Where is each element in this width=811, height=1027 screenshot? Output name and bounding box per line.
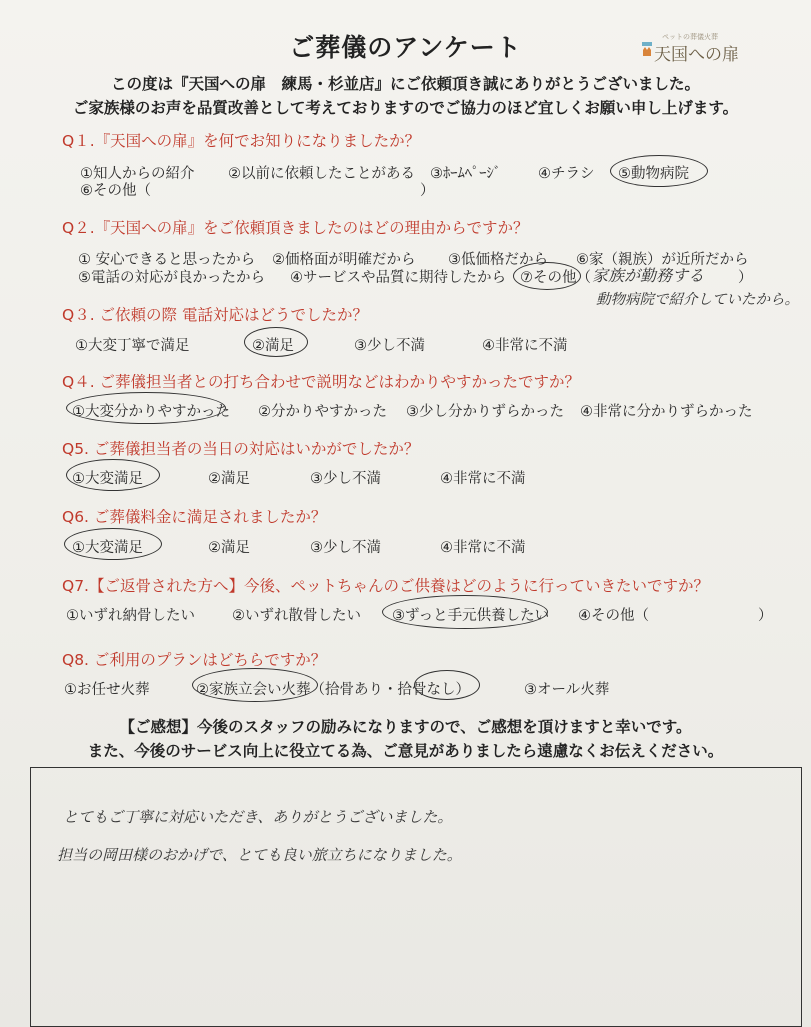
q7-question: Q7.【ご返骨された方へ】今後、ペットちゃんのご供養はどのように行っていきたいですか？ [62,577,709,595]
logo-mark-icon [640,40,654,60]
q3-option-2[interactable]: ②満足 [252,338,294,354]
brand-logo [640,32,760,66]
q7-option-4[interactable]: ④その他（ [578,608,649,624]
q3-question: Q３. ご依頼の際 電話対応はどうでしたか？ [62,306,368,324]
q5-question: Q5. ご葬儀担当者の当日の対応はいかがでしたか？ [62,440,420,458]
q7-option-4-close: ） [758,608,773,624]
q2-option-7[interactable]: ⑦その他（ [520,270,591,286]
q7-option-2[interactable]: ②いずれ散骨したい [232,608,361,624]
q5-option-4[interactable]: ④非常に不満 [440,471,526,487]
q1-option-2[interactable]: ②以前に依頼したことがある [228,166,415,182]
q1-option-6-close: ） [420,183,435,199]
q8-question: Q8. ご利用のプランはどちらですか？ [62,651,327,669]
q4-option-2[interactable]: ②分かりやすかった [258,404,387,420]
q1-option-1[interactable]: ①知人からの紹介 [80,166,195,182]
q3-option-1[interactable]: ①大変丁寧で満足 [75,338,190,354]
q8-option-3[interactable]: ③オール火葬 [524,682,610,698]
q1-option-4[interactable]: ④チラシ [538,166,595,182]
q6-option-2[interactable]: ②満足 [208,540,250,556]
q1-option-5[interactable]: ⑤動物病院 [618,166,689,182]
q3-option-3[interactable]: ③少し不満 [354,338,425,354]
q6-option-4[interactable]: ④非常に不満 [440,540,526,556]
q6-option-1[interactable]: ①大変満足 [72,540,143,556]
q5-option-2[interactable]: ②満足 [208,471,250,487]
logo-subtitle: ペットの葬儀火葬 [662,33,718,41]
q6-option-3[interactable]: ③少し不満 [310,540,381,556]
comment-line-2: 担当の岡田様のおかげで、とても良い旅立ちになりました。 [57,846,462,864]
q2-handwritten-2: 動物病院で紹介していたから。 [596,292,799,308]
intro-line-2: ご家族様のお声を品質改善として考えておりますのでご協力のほど宜しくお願い申し上げます。 [72,99,739,117]
q3-option-4[interactable]: ④非常に不満 [482,338,568,354]
q2-question: Q２.『天国への扉』をご依頼頂きましたのはどの理由からですか？ [62,219,529,237]
q7-option-3[interactable]: ③ずっと手元供養したい [392,608,550,624]
intro-line-1: この度は『天国への扉 練馬・杉並店』にご依頼頂き誠にありがとうございました。 [110,75,700,93]
q2-option-1[interactable]: ① 安心できると思ったから [78,252,256,268]
q6-question: Q6. ご葬儀料金に満足されましたか？ [62,508,327,526]
q2-option-2[interactable]: ②価格面が明確だから [272,252,416,268]
q4-question: Q４. ご葬儀担当者との打ち合わせで説明などはわかりやすかったですか？ [62,373,581,391]
q5-option-3[interactable]: ③少し不満 [310,471,381,487]
q1-option-3[interactable]: ③ﾎｰﾑﾍﾟｰｼﾞ [430,166,501,182]
q8-option-2[interactable]: ②家族立会い火葬（拾骨あり・拾骨なし） [196,682,470,698]
q2-handwritten-1: 家族が勤務する [592,266,705,285]
comment-line-1: とてもご丁寧に対応いただき、ありがとうございました。 [63,808,453,826]
q2-option-7-close: ） [738,270,753,286]
q2-option-5[interactable]: ⑤電話の対応が良かったから [78,270,265,286]
q5-option-1[interactable]: ①大変満足 [72,471,143,487]
impression-line-2: また、今後のサービス向上に役立てる為、ご意見がありましたら遠慮なくお伝えください。 [87,742,724,760]
q7-option-1[interactable]: ①いずれ納骨したい [66,608,195,624]
q4-option-3[interactable]: ③少し分かりずらかった [406,404,564,420]
comment-box[interactable] [30,767,802,1027]
q4-option-4[interactable]: ④非常に分かりずらかった [580,404,753,420]
q2-option-6[interactable]: ⑥家（親族）が近所だから [576,252,749,268]
q4-option-1[interactable]: ①大変分かりやすかった [72,404,230,420]
impression-line-1: 【ご感想】今後のスタッフの励みになりますので、ご感想を頂けますと幸いです。 [119,718,692,736]
q8-option-1[interactable]: ①お任せ火葬 [64,682,150,698]
q2-option-3[interactable]: ③低価格だから [448,252,548,268]
q2-option-4[interactable]: ④サービスや品質に期待したから [290,270,506,286]
survey-title: ご葬儀のアンケート [289,33,522,62]
q1-question: Q１.『天国への扉』を何でお知りになりましたか？ [62,132,421,150]
logo-name: 天国への扉 [654,45,739,65]
q1-option-6[interactable]: ⑥その他（ [80,183,151,199]
